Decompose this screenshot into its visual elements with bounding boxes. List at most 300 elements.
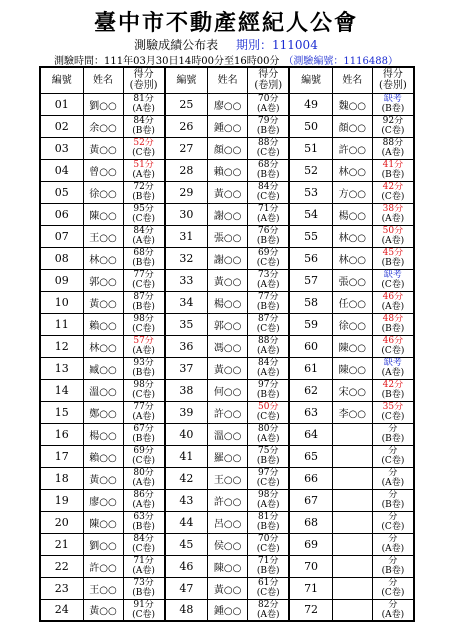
examinee-number: 59 xyxy=(289,313,332,335)
examinee-number: 36 xyxy=(165,335,208,357)
examinee-number: 71 xyxy=(289,577,332,599)
paper-type: (B卷) xyxy=(381,390,405,400)
subtitle xyxy=(0,36,452,53)
examinee-score xyxy=(372,467,414,489)
score-value: 97分 xyxy=(258,380,279,390)
examinee-number: 67 xyxy=(289,489,332,511)
score-header-bottom: (卷別) xyxy=(129,80,158,92)
examinee-score xyxy=(123,489,165,511)
examinee-name: 賴○○ xyxy=(208,159,248,181)
examinee-name: 楊○○ xyxy=(208,291,248,313)
examinee-name: 余○○ xyxy=(83,115,123,137)
examinee-number: 64 xyxy=(289,423,332,445)
examinee-name: 黃○○ xyxy=(208,577,248,599)
score-header-top: 得分 xyxy=(258,69,279,81)
paper-type: (A卷) xyxy=(132,412,155,422)
paper-type: (B卷) xyxy=(132,434,155,444)
score-value: 88分 xyxy=(382,138,404,148)
examinee-number: 26 xyxy=(165,115,208,137)
paper-type: (C卷) xyxy=(381,126,405,136)
score-value: 分 xyxy=(388,446,398,456)
paper-type: (C卷) xyxy=(256,258,280,268)
paper-type: (C卷) xyxy=(132,544,156,554)
paper-type: (C卷) xyxy=(381,588,405,598)
col-score-header xyxy=(248,67,290,93)
paper-type: (A卷) xyxy=(132,478,155,488)
paper-type: (A卷) xyxy=(381,544,405,554)
examinee-name: 陳○○ xyxy=(332,357,372,379)
examinee-number: 17 xyxy=(40,445,83,467)
paper-type: (A卷) xyxy=(256,500,280,510)
examinee-name: 顏○○ xyxy=(332,115,372,137)
table-row xyxy=(40,291,414,313)
paper-type: (A卷) xyxy=(256,609,280,620)
examinee-name: 溫○○ xyxy=(208,423,248,445)
examinee-score xyxy=(123,445,165,467)
examinee-score xyxy=(248,247,290,269)
score-value: 77分 xyxy=(258,292,279,302)
examinee-number: 01 xyxy=(40,93,83,115)
table-row xyxy=(40,379,414,401)
examinee-name: 黃○○ xyxy=(83,137,123,159)
score-value: 50分 xyxy=(258,402,279,412)
score-value: 71分 xyxy=(258,556,279,566)
examinee-name: 陳○○ xyxy=(208,555,248,577)
paper-type: (B卷) xyxy=(132,192,155,202)
score-value: 分 xyxy=(388,424,398,434)
examinee-number: 18 xyxy=(40,467,83,489)
examinee-number: 13 xyxy=(40,357,83,379)
examinee-score xyxy=(372,489,414,511)
examinee-name xyxy=(332,533,372,555)
examinee-score xyxy=(372,247,414,269)
exam-time-text: 測驗時間：111年03月30日14時00分至16時00分 xyxy=(54,56,280,67)
score-value: 46分 xyxy=(382,292,404,302)
examinee-number: 70 xyxy=(289,555,332,577)
examinee-name: 劉○○ xyxy=(83,533,123,555)
examinee-name: 謝○○ xyxy=(208,247,248,269)
paper-type: (C卷) xyxy=(132,214,156,224)
examinee-number: 06 xyxy=(40,203,83,225)
score-value: 41分 xyxy=(382,160,404,170)
paper-type: (B卷) xyxy=(381,500,405,510)
table-row xyxy=(40,577,414,599)
examinee-number: 10 xyxy=(40,291,83,313)
table-row xyxy=(40,467,414,489)
paper-type: (C卷) xyxy=(381,280,405,290)
score-value: 82分 xyxy=(258,599,279,610)
score-value: 81分 xyxy=(258,512,279,522)
examinee-name: 陳○○ xyxy=(83,203,123,225)
score-value: 95分 xyxy=(133,204,154,214)
paper-type: (B卷) xyxy=(132,368,155,378)
examinee-score xyxy=(123,511,165,533)
examinee-name: 劉○○ xyxy=(83,93,123,115)
score-value: 98分 xyxy=(133,314,154,324)
examinee-name xyxy=(332,555,372,577)
score-value: 51分 xyxy=(133,160,154,170)
paper-type: (B卷) xyxy=(256,170,280,180)
examinee-score xyxy=(248,533,290,555)
examinee-number: 15 xyxy=(40,401,83,423)
examinee-score xyxy=(248,159,290,181)
score-table xyxy=(39,66,415,622)
examinee-score xyxy=(123,379,165,401)
examinee-name: 王○○ xyxy=(83,225,123,247)
table-row xyxy=(40,445,414,467)
examinee-number: 32 xyxy=(165,247,208,269)
score-value: 57分 xyxy=(133,336,154,346)
paper-type: (A卷) xyxy=(132,500,155,510)
period-label: 期別：111004 xyxy=(236,38,318,52)
examinee-number: 35 xyxy=(165,313,208,335)
examinee-number: 04 xyxy=(40,159,83,181)
examinee-name: 徐○○ xyxy=(83,181,123,203)
examinee-number: 22 xyxy=(40,555,83,577)
examinee-score xyxy=(123,181,165,203)
score-header-bottom: (卷別) xyxy=(378,80,407,92)
col-name-header: 姓名 xyxy=(332,67,372,93)
paper-type: (C卷) xyxy=(132,456,156,466)
score-value: 分 xyxy=(388,534,398,544)
examinee-number: 51 xyxy=(289,137,332,159)
examinee-number: 40 xyxy=(165,423,208,445)
score-value: 98分 xyxy=(133,380,154,390)
score-value: 分 xyxy=(388,512,398,522)
score-value: 70分 xyxy=(258,94,279,104)
score-value: 48分 xyxy=(382,314,404,324)
paper-type: (B卷) xyxy=(256,566,280,576)
examinee-name: 溫○○ xyxy=(83,379,123,401)
paper-type: (C卷) xyxy=(132,148,156,158)
examinee-name xyxy=(332,577,372,599)
col-name-header: 姓名 xyxy=(208,67,248,93)
examinee-name: 賴○○ xyxy=(83,313,123,335)
examinee-name: 臧○○ xyxy=(83,357,123,379)
examinee-score xyxy=(372,115,414,137)
score-header-top: 得分 xyxy=(133,69,154,81)
examinee-score xyxy=(372,401,414,423)
examinee-number: 16 xyxy=(40,423,83,445)
examinee-number: 25 xyxy=(165,93,208,115)
table-row xyxy=(40,335,414,357)
examinee-score xyxy=(372,511,414,533)
examinee-score xyxy=(248,423,290,445)
examinee-number: 29 xyxy=(165,181,208,203)
examinee-score xyxy=(248,511,290,533)
examinee-score xyxy=(248,379,290,401)
table-row xyxy=(40,599,414,621)
score-value: 81分 xyxy=(133,94,154,104)
table-row xyxy=(40,203,414,225)
examinee-name: 張○○ xyxy=(208,225,248,247)
score-value: 86分 xyxy=(133,490,154,500)
examinee-score xyxy=(248,445,290,467)
paper-type: (A卷) xyxy=(381,236,405,246)
score-value: 75分 xyxy=(258,446,279,456)
examinee-name: 張○○ xyxy=(332,269,372,291)
table-row xyxy=(40,533,414,555)
score-value: 84分 xyxy=(258,182,279,192)
score-value: 93分 xyxy=(133,358,154,368)
paper-type: (B卷) xyxy=(132,588,155,598)
examinee-name: 宋○○ xyxy=(332,379,372,401)
examinee-score xyxy=(372,225,414,247)
examinee-score xyxy=(123,313,165,335)
table-row xyxy=(40,555,414,577)
examinee-score xyxy=(248,137,290,159)
paper-type: (C卷) xyxy=(256,324,280,334)
examinee-number: 49 xyxy=(289,93,332,115)
score-value: 分 xyxy=(388,490,398,500)
score-value: 84分 xyxy=(258,358,279,368)
examinee-number: 09 xyxy=(40,269,83,291)
score-value: 42分 xyxy=(382,182,404,192)
score-value: 35分 xyxy=(382,402,404,412)
examinee-score xyxy=(248,357,290,379)
table-row xyxy=(40,357,414,379)
examinee-score xyxy=(372,269,414,291)
score-value: 77分 xyxy=(133,402,154,412)
score-value: 38分 xyxy=(382,204,404,214)
table-row xyxy=(40,159,414,181)
score-value: 71分 xyxy=(258,204,279,214)
score-value: 76分 xyxy=(258,226,279,236)
examinee-name: 王○○ xyxy=(83,577,123,599)
score-value: 50分 xyxy=(382,226,404,236)
examinee-name: 許○○ xyxy=(208,401,248,423)
score-value: 缺考 xyxy=(383,270,402,280)
examinee-score xyxy=(248,291,290,313)
paper-type: (A卷) xyxy=(256,104,280,114)
score-table-body xyxy=(40,93,414,621)
score-value: 88分 xyxy=(258,336,279,346)
score-value: 87分 xyxy=(258,314,279,324)
examinee-score xyxy=(123,159,165,181)
table-row xyxy=(40,511,414,533)
table-row xyxy=(40,115,414,137)
examinee-score xyxy=(248,401,290,423)
examinee-score xyxy=(372,533,414,555)
examinee-score xyxy=(123,423,165,445)
examinee-name: 徐○○ xyxy=(332,313,372,335)
examinee-score xyxy=(372,181,414,203)
col-num-header: 編號 xyxy=(289,67,332,93)
col-score-header xyxy=(372,67,414,93)
examinee-score xyxy=(372,379,414,401)
paper-type: (B卷) xyxy=(256,390,280,400)
paper-type: (B卷) xyxy=(256,236,280,246)
examinee-number: 03 xyxy=(40,137,83,159)
examinee-name: 任○○ xyxy=(332,291,372,313)
examinee-number: 43 xyxy=(165,489,208,511)
examinee-number: 58 xyxy=(289,291,332,313)
examinee-number: 61 xyxy=(289,357,332,379)
examinee-number: 54 xyxy=(289,203,332,225)
score-value: 87分 xyxy=(133,292,154,302)
score-value: 63分 xyxy=(133,512,154,522)
examinee-number: 48 xyxy=(165,599,208,621)
paper-type: (C卷) xyxy=(256,412,280,422)
paper-type: (C卷) xyxy=(256,588,280,598)
paper-type: (B卷) xyxy=(381,566,405,576)
examinee-name: 郭○○ xyxy=(208,313,248,335)
examinee-name: 許○○ xyxy=(83,555,123,577)
examinee-score xyxy=(248,93,290,115)
examinee-name xyxy=(332,599,372,621)
examinee-number: 21 xyxy=(40,533,83,555)
examinee-name: 鍾○○ xyxy=(208,599,248,621)
examinee-number: 41 xyxy=(165,445,208,467)
examinee-name: 許○○ xyxy=(208,489,248,511)
score-value: 92分 xyxy=(382,116,404,126)
examinee-name: 侯○○ xyxy=(208,533,248,555)
examinee-name: 羅○○ xyxy=(208,445,248,467)
score-value: 73分 xyxy=(133,578,154,588)
col-score-header xyxy=(123,67,165,93)
examinee-name xyxy=(332,511,372,533)
score-value: 80分 xyxy=(133,468,154,478)
examinee-number: 47 xyxy=(165,577,208,599)
paper-type: (A卷) xyxy=(132,566,155,576)
score-value: 69分 xyxy=(258,248,279,258)
score-value: 84分 xyxy=(133,534,154,544)
examinee-score xyxy=(248,599,290,621)
examinee-number: 05 xyxy=(40,181,83,203)
examinee-score xyxy=(372,93,414,115)
paper-type: (A卷) xyxy=(256,434,280,444)
examinee-score xyxy=(123,577,165,599)
score-value: 79分 xyxy=(258,116,279,126)
examinee-score xyxy=(248,115,290,137)
score-value: 98分 xyxy=(258,490,279,500)
examinee-number: 02 xyxy=(40,115,83,137)
table-row xyxy=(40,401,414,423)
paper-type: (B卷) xyxy=(256,302,280,312)
col-num-header: 編號 xyxy=(40,67,83,93)
examinee-name: 鄭○○ xyxy=(83,401,123,423)
paper-type: (C卷) xyxy=(381,412,405,422)
examinee-score xyxy=(248,577,290,599)
score-value: 46分 xyxy=(382,336,404,346)
examinee-score xyxy=(248,203,290,225)
examinee-number: 34 xyxy=(165,291,208,313)
paper-type: (A卷) xyxy=(132,346,155,356)
col-num-header: 編號 xyxy=(165,67,208,93)
examinee-number: 53 xyxy=(289,181,332,203)
examinee-score xyxy=(372,599,414,621)
examinee-score xyxy=(248,489,290,511)
examinee-name: 馮○○ xyxy=(208,335,248,357)
examinee-name: 廖○○ xyxy=(83,489,123,511)
examinee-number: 11 xyxy=(40,313,83,335)
examinee-number: 19 xyxy=(40,489,83,511)
paper-type: (B卷) xyxy=(381,104,405,114)
col-name-header: 姓名 xyxy=(83,67,123,93)
table-row xyxy=(40,137,414,159)
examinee-name: 林○○ xyxy=(332,247,372,269)
paper-type: (C卷) xyxy=(381,192,405,202)
examinee-score xyxy=(372,159,414,181)
score-value: 68分 xyxy=(133,248,154,258)
score-value: 分 xyxy=(388,578,398,588)
examinee-name: 鍾○○ xyxy=(208,115,248,137)
score-value: 52分 xyxy=(133,138,154,148)
examinee-number: 46 xyxy=(165,555,208,577)
examinee-number: 66 xyxy=(289,467,332,489)
examinee-score xyxy=(123,533,165,555)
score-value: 61分 xyxy=(258,578,279,588)
examinee-number: 69 xyxy=(289,533,332,555)
score-value: 72分 xyxy=(133,182,154,192)
score-value: 84分 xyxy=(133,116,154,126)
examinee-name: 廖○○ xyxy=(208,93,248,115)
examinee-score xyxy=(123,291,165,313)
paper-type: (A卷) xyxy=(381,148,405,158)
paper-type: (A卷) xyxy=(256,280,280,290)
examinee-name: 楊○○ xyxy=(332,203,372,225)
examinee-number: 52 xyxy=(289,159,332,181)
examinee-name: 郭○○ xyxy=(83,269,123,291)
examinee-score xyxy=(372,137,414,159)
score-value: 42分 xyxy=(382,380,404,390)
score-value: 80分 xyxy=(258,424,279,434)
examinee-score xyxy=(372,555,414,577)
paper-type: (A卷) xyxy=(256,368,280,378)
examinee-number: 20 xyxy=(40,511,83,533)
examinee-score xyxy=(123,203,165,225)
examinee-name xyxy=(332,423,372,445)
examinee-name: 曾○○ xyxy=(83,159,123,181)
page-title: 臺中市不動產經紀人公會 xyxy=(93,10,358,36)
paper-type: (A卷) xyxy=(381,214,405,224)
examinee-score xyxy=(123,467,165,489)
examinee-score xyxy=(372,445,414,467)
paper-type: (B卷) xyxy=(132,522,155,532)
examinee-number: 56 xyxy=(289,247,332,269)
examinee-name: 林○○ xyxy=(332,159,372,181)
table-row xyxy=(40,269,414,291)
paper-type: (A卷) xyxy=(381,609,405,620)
examinee-score xyxy=(372,313,414,335)
score-value: 68分 xyxy=(258,160,279,170)
examinee-score xyxy=(372,291,414,313)
examinee-name: 楊○○ xyxy=(83,423,123,445)
examinee-name: 黃○○ xyxy=(208,357,248,379)
examinee-name: 陳○○ xyxy=(83,511,123,533)
score-header-top: 得分 xyxy=(382,69,403,81)
paper-type: (C卷) xyxy=(256,148,280,158)
examinee-number: 44 xyxy=(165,511,208,533)
score-value: 77分 xyxy=(133,270,154,280)
examinee-number: 33 xyxy=(165,269,208,291)
table-row xyxy=(40,93,414,115)
paper-type: (B卷) xyxy=(256,456,280,466)
examinee-number: 65 xyxy=(289,445,332,467)
examinee-score xyxy=(123,93,165,115)
subtitle-main: 測驗成績公布表 xyxy=(134,38,219,52)
score-value: 分 xyxy=(388,468,398,478)
examinee-number: 37 xyxy=(165,357,208,379)
examinee-score xyxy=(123,247,165,269)
paper-type: (B卷) xyxy=(381,324,405,334)
examinee-score xyxy=(248,313,290,335)
examinee-number: 42 xyxy=(165,467,208,489)
examinee-score xyxy=(248,225,290,247)
examinee-number: 07 xyxy=(40,225,83,247)
examinee-name: 陳○○ xyxy=(332,335,372,357)
examinee-name: 黃○○ xyxy=(208,269,248,291)
